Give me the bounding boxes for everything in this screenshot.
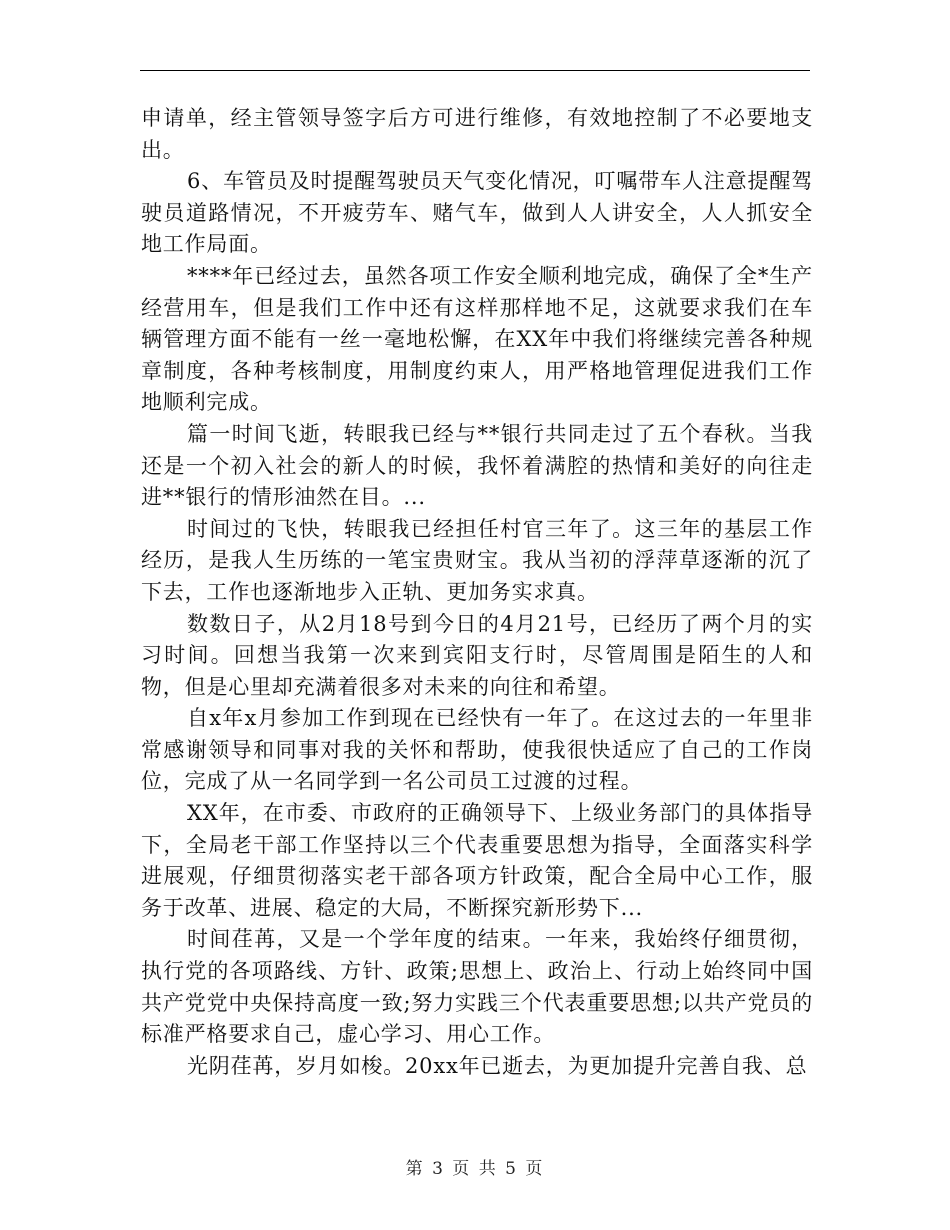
paragraph: 时间过的飞快，转眼我已经担任村官三年了。这三年的基层工作经历，是我人生历练的一笔宝贵财宝。我从当初的浮萍草逐渐的沉了下去，工作也逐渐地步入正轨、更加务实求真。 bbox=[141, 516, 813, 604]
paragraph: 自x年x月参加工作到现在已经快有一年了。在这过去的一年里非常感谢领导和同事对我的关怀和帮助，使我很快适应了自己的工作岗位，完成了从一名同学到一名公司员工过渡的过程。 bbox=[141, 706, 813, 794]
header-rule bbox=[140, 70, 810, 71]
paragraph: XX年，在市委、市政府的正确领导下、上级业务部门的具体指导下，全局老干部工作坚持以三个代表重要思想为指导，全面落实科学进展观，仔细贯彻落实老干部各项方针政策，配合全局中心工作，服务于改革、进展、稳定的大局，不断探究新形势下... bbox=[141, 801, 813, 920]
paragraph: 申请单，经主管领导签字后方可进行维修，有效地控制了不必要地支出。 bbox=[141, 106, 813, 162]
paragraph: 数数日子，从2月18号到今日的4月21号，已经历了两个月的实习时间。回想当我第一次来到宾阳支行时，尽管周围是陌生的人和物，但是心里却充满着很多对未来的向往和希望。 bbox=[141, 611, 813, 699]
paragraph: 时间荏苒，又是一个学年度的结束。一年来，我始终仔细贯彻，执行党的各项路线、方针、政策;思想上、政治上、行动上始终同中国共产党党中央保持高度一致;努力实践三个代表重要思想;以共产党员的标准严格要求自己，虚心学习、用心工作。 bbox=[141, 927, 813, 1047]
paragraph: ****年已经过去，虽然各项工作安全顺利地完成，确保了全*生产经营用车，但是我们工作中还有这样那样地不足，这就要求我们在车辆管理方面不能有一丝一毫地松懈，在XX年中我们将继续完善各种规章制度，各种考核制度，用制度约束人，用严格地管理促进我们工作地顺利完成。 bbox=[141, 263, 813, 415]
paragraph: 光阴荏苒，岁月如梭。20xx年已逝去，为更加提升完善自我、总 bbox=[187, 1053, 808, 1078]
document-body bbox=[141, 103, 813, 1082]
paragraph: 6、车管员及时提醒驾驶员天气变化情况，叮嘱带车人注意提醒驾驶员道路情况，不开疲劳车、赌气车，做到人人讲安全，人人抓安全地工作局面。 bbox=[141, 169, 813, 257]
paragraph: 篇一时间飞逝，转眼我已经与**银行共同走过了五个春秋。当我还是一个初入社会的新人的时候，我怀着满腔的热情和美好的向往走进**银行的情形油然在目。... bbox=[141, 421, 813, 510]
page-number: 第 3 页 共 5 页 bbox=[405, 1159, 545, 1179]
